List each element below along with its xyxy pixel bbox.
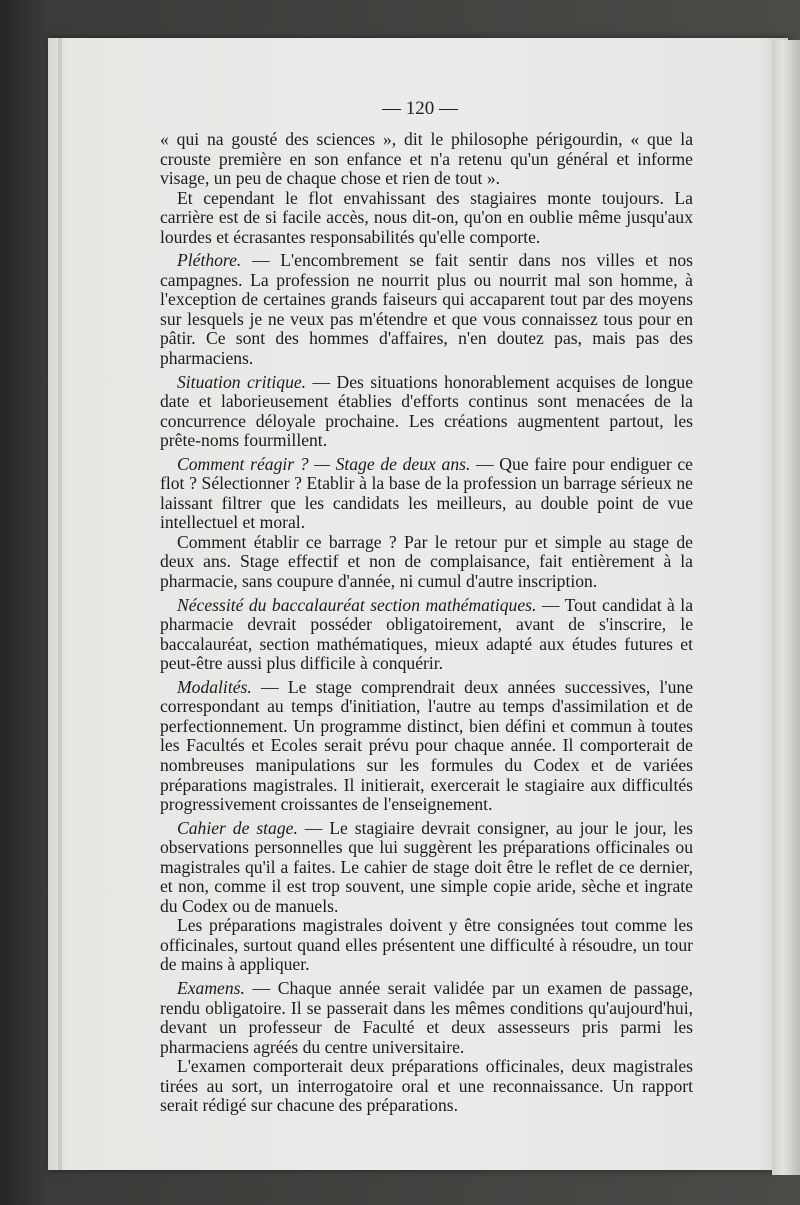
- paragraph-examens: [160, 979, 693, 1057]
- section-heading-plethore: Pléthore.: [177, 250, 242, 271]
- paragraph-comment-reagir: [160, 455, 693, 533]
- paragraph-cahier-text: — Le stagiaire devrait consigner, au jour le jour, les observations personnelles que lui suggèrent les préparations officinales ou magistrales qu'il a faites. Le cahier de stage doit être le reflet de ce dernier, et non, comme il est trop souvent, une simple copie aride, sèche et ingrate du Codex ou de manuels.: [160, 817, 694, 916]
- paragraph-examen-contenu-text: L'examen comporterait deux préparations officinales, deux magistrales tirées au sort, un interrogatoire oral et une reconnaissance. Un rapport serait rédigé sur chacune des préparations.: [160, 1056, 693, 1116]
- section-heading-situation: Situation critique.: [177, 371, 307, 392]
- paragraph-examens-text: — Chaque année serait validée par un examen de passage, rendu obligatoire. Il se passerait dans les mêmes conditions qu'aujourd'hui, devant un professeur de Faculté et deux assesseurs pris parmi les pharmaciens agréés du centre universitaire.: [160, 977, 693, 1057]
- paragraph-plethore-text: — L'encombrement se fait sentir dans nos villes et nos campagnes. La profession ne nourrit plus ou nourrit mal son homme, à l'exception de certaines grands faiseurs qui accaparent tout par des moyens sur lesquels je ne veux pas m'étendre et que vous connaissez tous pour en pâtir. Ce sont des hommes d'affaires, n'en doutez pas, mais pas des pharmaciens.: [160, 250, 693, 369]
- section-heading-modalites: Modalités.: [177, 676, 252, 697]
- paragraph-barrage-text: Comment établir ce barrage ? Par le retour pur et simple au stage de deux ans. Stage effectif et non de complaisance, fait entièrement à la pharmacie, sans coupure d'année, ni cumul d'autre inscription.: [160, 531, 693, 592]
- paragraph-modalites-text: — Le stage comprendrait deux années successives, l'une correspondant au temps d'initiation, l'autre au temps d'assimilation et de perfectionnement. Un programme distinct, bien défini et commun à toutes les Facultés et Ecoles serait prévu pour chaque année. Il comporterait de nombreuses manipulations sur les formules du Codex et de variées préparations magistrales. Il initierait, exercerait le stagiaire aux difficultés progressivement croissantes de l'enseignement.: [160, 676, 693, 815]
- paragraph-situation: [160, 373, 693, 451]
- paragraph-1: [160, 130, 693, 189]
- paragraph-baccalaureat: [160, 596, 693, 674]
- paragraph-1-text: « qui na gousté des sciences », dit le philosophe périgourdin, « que la crouste première en son enfance et n'a retenu qu'un général et informe visage, un peu de chaque chose et rien de tout ».: [160, 129, 693, 189]
- paragraph-2: [160, 189, 693, 248]
- section-heading-examens: Examens.: [177, 977, 245, 998]
- paragraph-examen-contenu: [160, 1057, 693, 1116]
- paragraph-preparations-text: Les préparations magistrales doivent y être consignées tout comme les officinales, surtout quand elles présentent une difficulté à résoudre, un tour de mains à appliquer.: [160, 915, 693, 975]
- section-heading-cahier: Cahier de stage.: [177, 817, 298, 838]
- page-binding-edge: [58, 38, 62, 1170]
- paragraph-comment-reagir-text: — Que faire pour endiguer ce flot ? Sélectionner ? Etablir à la base de la profession un barrage sérieux ne laissant filtrer que les candidats les meilleurs, au double point de vue intellectuel et moral.: [160, 453, 693, 533]
- paragraph-situation-text: — Des situations honorablement acquises de longue date et laborieusement établies d'efforts continus sont menacées de la concurrence déloyale prochaine. Les créations augmentent partout, les prête-noms fourmillent.: [160, 371, 693, 451]
- section-heading-baccalaureat: Nécessité du baccalauréat section mathématiques.: [177, 594, 537, 615]
- paragraph-plethore: [160, 251, 693, 368]
- paragraph-preparations: [160, 916, 693, 975]
- body-text: [160, 130, 693, 1116]
- page-number: — 120 —: [382, 98, 458, 119]
- paragraph-barrage: [160, 533, 693, 592]
- paragraph-2-text: Et cependant le flot envahissant des stagiaires monte toujours. La carrière est de si facile accès, nous dit-on, qu'on en oublie même jusqu'aux lourdes et écrasantes responsabilités qu'elle comporte.: [160, 187, 693, 247]
- paragraph-baccalaureat-text: — Tout candidat à la pharmacie devrait posséder obligatoirement, avant de s'inscrire, le baccalauréat, section mathématiques, mieux adapté aux études futures et peut-être aussi plus difficile à conquérir.: [160, 594, 693, 674]
- paragraph-cahier: [160, 819, 693, 917]
- next-page-edge: [772, 40, 800, 1175]
- paragraph-modalites: [160, 678, 693, 815]
- section-heading-comment-reagir: Comment réagir ? — Stage de deux ans.: [177, 453, 471, 474]
